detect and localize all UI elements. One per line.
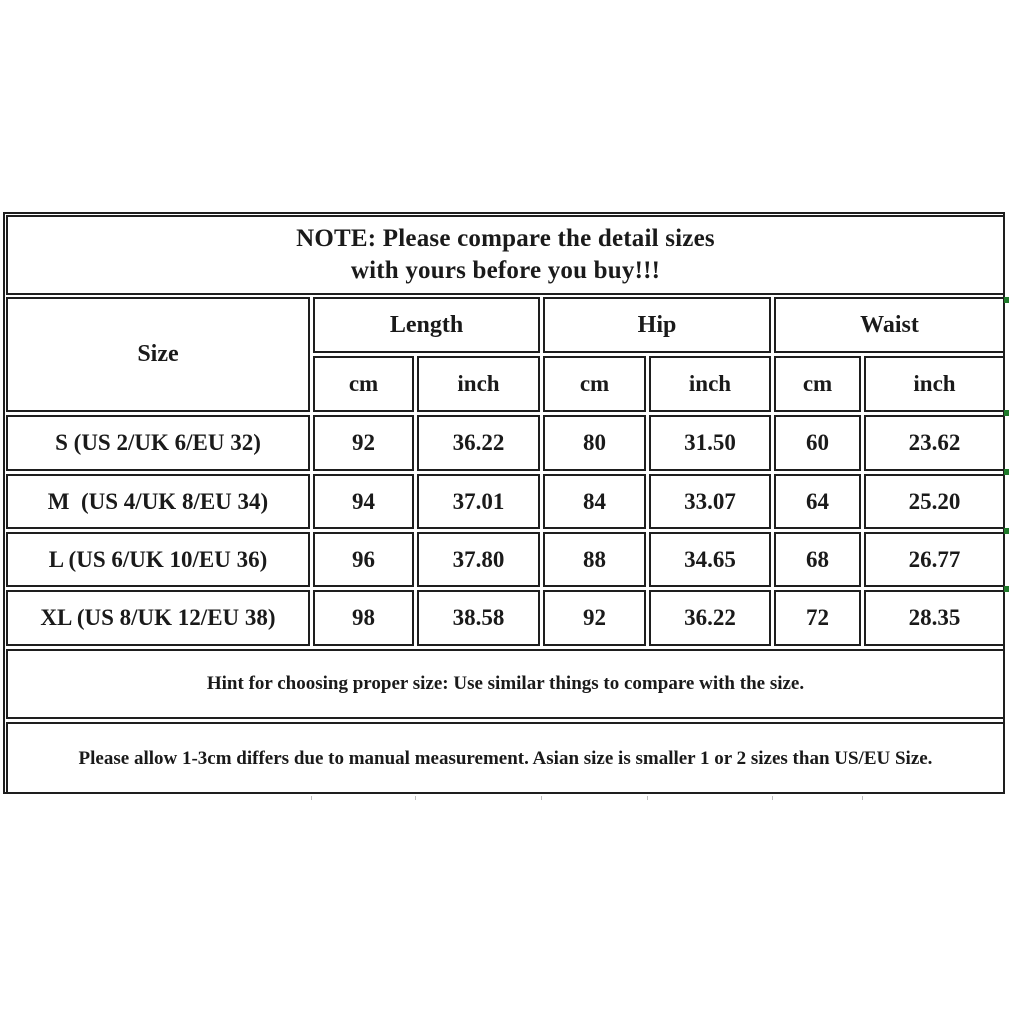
length-header: Length [313,297,540,353]
note-cell [6,215,1005,295]
hint-text: Hint for choosing proper size: Use similar things to compare with the size. [6,649,1005,719]
waist-cm-header: cm [774,356,861,412]
length-inch-header: inch [417,356,540,412]
gridline-stub [541,796,542,800]
table-cell: 68 [774,532,861,587]
table-cell: 60 [774,415,861,471]
table-cell: 37.80 [417,532,540,587]
gridline-stub [862,796,863,800]
gridline-stub [415,796,416,800]
table-cell: 36.22 [417,415,540,471]
table-cell: 84 [543,474,646,529]
size-label-xl: XL (US 8/UK 12/EU 38) [6,590,310,646]
edge-mark [1004,297,1009,303]
gridline-stub [647,796,648,800]
edge-mark [1004,469,1009,475]
table-cell: 34.65 [649,532,771,587]
size-header: Size [6,297,310,412]
table-cell: 98 [313,590,414,646]
size-label-s: S (US 2/UK 6/EU 32) [6,415,310,471]
hip-inch-header: inch [649,356,771,412]
waist-inch-header: inch [864,356,1005,412]
table-cell: 94 [313,474,414,529]
hip-cm-header: cm [543,356,646,412]
allowance-text: Please allow 1-3cm differs due to manual measurement. Asian size is smaller 1 or 2 sizes than US/EU Size. [6,722,1005,794]
hip-header: Hip [543,297,771,353]
table-cell: 31.50 [649,415,771,471]
table-cell: 96 [313,532,414,587]
size-label-m: M (US 4/UK 8/EU 34) [6,474,310,529]
table-cell: 37.01 [417,474,540,529]
table-cell: 72 [774,590,861,646]
edge-mark [1004,410,1009,416]
note-line-1: NOTE: Please compare the detail sizes [296,225,715,252]
gridline-stub [311,796,312,800]
table-cell: 80 [543,415,646,471]
table-cell: 23.62 [864,415,1005,471]
length-cm-header: cm [313,356,414,412]
edge-mark [1004,528,1009,534]
table-cell: 28.35 [864,590,1005,646]
table-cell: 92 [313,415,414,471]
table-cell: 64 [774,474,861,529]
table-cell: 36.22 [649,590,771,646]
note-line-2: with yours before you buy!!! [350,257,661,284]
table-cell: 33.07 [649,474,771,529]
size-label-l: L (US 6/UK 10/EU 36) [6,532,310,587]
table-cell: 92 [543,590,646,646]
edge-mark [1004,586,1009,592]
table-cell: 88 [543,532,646,587]
table-cell: 26.77 [864,532,1005,587]
table-cell: 38.58 [417,590,540,646]
table-cell: 25.20 [864,474,1005,529]
gridline-stub [772,796,773,800]
waist-header: Waist [774,297,1005,353]
